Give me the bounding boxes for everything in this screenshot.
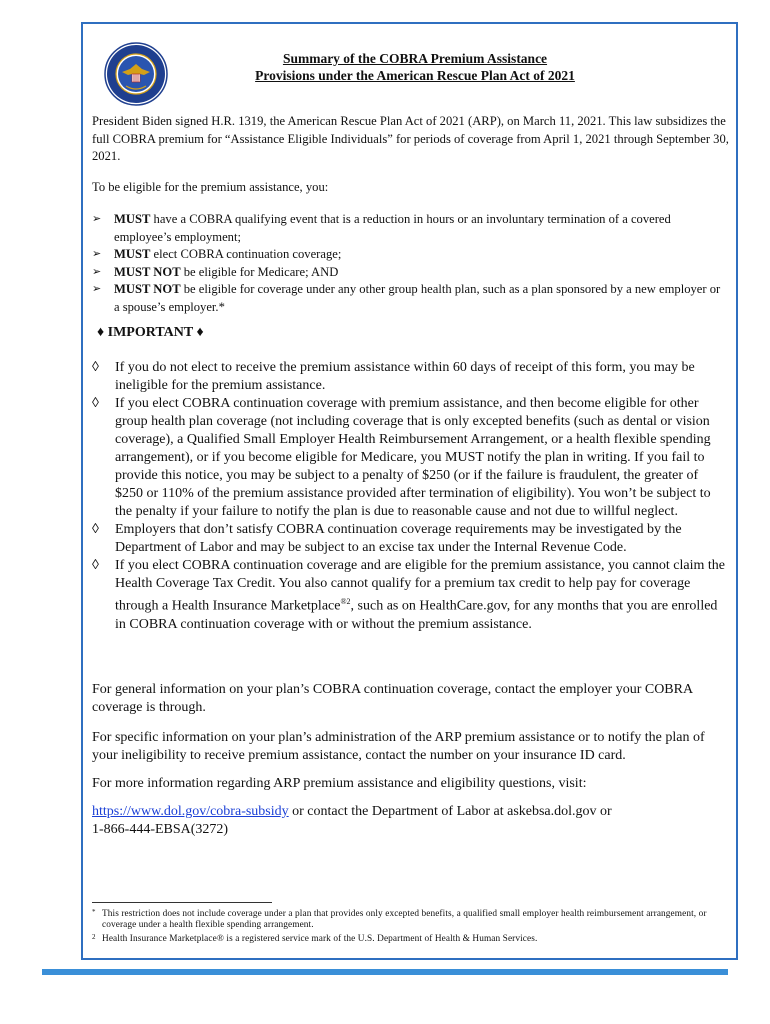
important-list [92, 359, 728, 634]
arrow-bullet-icon: ➢ [92, 248, 102, 260]
footnote-mark: * [92, 908, 96, 916]
emphasis: MUST [114, 247, 151, 261]
lozenge-bullet-icon: ◊ [92, 522, 99, 537]
item-text: be eligible for coverage under any other group health plan, such as a plan sponsored by a new employer or a spouse’s employer.* [114, 282, 721, 314]
list-item [92, 521, 728, 557]
footnotes [92, 909, 722, 945]
contact-text: or contact the Department of Labor at askebsa.dol.gov or [288, 804, 612, 819]
lozenge-bullet-icon: ◊ [92, 558, 99, 573]
list-item [92, 211, 724, 246]
item-text: If you elect COBRA continuation coverage with premium assistance, and then become eligible for other group health plan coverage (not including coverage that is only excepted benefits (such as dental or vision coverage), a Qualified Small Employer Health Reimbursement Arrangement, or a health flexible spending arrangement), or if you become eligible for Medicare, you MUST notify the plan in writing. If you fail to provide this notice, you may be subject to a penalty of $250 (or if the failure is fraudulent, the greater of [115, 396, 711, 483]
arrow-bullet-icon: ➢ [92, 213, 102, 225]
lozenge-bullet-icon: ◊ [92, 360, 99, 375]
item-text: have a COBRA qualifying event that is a reduction in hours or an involuntary termination of a covered employee’s employment; [114, 212, 671, 244]
eligibility-list [92, 211, 724, 316]
list-item [92, 246, 724, 264]
bottom-rule [42, 969, 728, 975]
contact-paragraph [92, 803, 732, 839]
title-line-2: Provisions under the American Rescue Plan Act of 2021 [255, 68, 575, 83]
specific-info-paragraph: For specific information on your plan’s administration of the ARP premium assistance or to notify the plan of your ineligibility to receive premium assistance, contact the number on your insurance ID card. [92, 730, 705, 763]
list-item [92, 395, 728, 521]
list-item [92, 359, 728, 395]
emphasis: MUST NOT [114, 282, 181, 296]
item-text-continued: $250 or 110% of the premium assistance provided after termination of eligibility). You won’t be subject to the penalty if your failure to notify the plan is due to reasonable cause and not due to willful neglect. [115, 486, 711, 519]
list-item [92, 557, 728, 634]
phone-number: 1-866-444-EBSA(3272) [92, 822, 229, 837]
footnote-divider [92, 902, 272, 903]
arrow-bullet-icon: ➢ [92, 265, 102, 278]
important-heading: ♦ IMPORTANT ♦ [97, 325, 204, 340]
item-text-continued: , such as on HealthCare.gov, for any months that you are enrolled in COBRA continuation coverage with or without the premium assistance. [115, 598, 718, 632]
item-text: Employers that don’t satisfy COBRA continuation coverage requirements may be investigated by the Department of Labor and may be subject to an excise tax under the Internal Revenue Code. [115, 522, 682, 555]
dol-seal-logo [104, 42, 168, 106]
footnote-text: Health Insurance Marketplace® is a registered service mark of the U.S. Department of Health & Human Services. [102, 934, 538, 944]
more-info-paragraph: For more information regarding ARP premium assistance and eligibility questions, visit: [92, 776, 587, 791]
superscript: ®2 [340, 597, 351, 606]
footnote [92, 909, 722, 931]
emphasis: MUST [114, 212, 151, 226]
emphasis: MUST NOT [114, 264, 181, 279]
item-text: If you do not elect to receive the premium assistance within 60 days of receipt of this form, you may be ineligible for the premium assistance. [115, 360, 695, 393]
intro-paragraph: President Biden signed H.R. 1319, the American Rescue Plan Act of 2021 (ARP), on March 11, 2021. This law subsidizes the full COBRA premium for “Assistance Eligible Individuals” for periods of coverage from April 1, 2021 through September 30, 2021. [92, 114, 729, 163]
item-text: be eligible for Medicare; AND [180, 264, 339, 279]
footnote-text: This restriction does not include coverage under a plan that provides only excepted benefits, a qualified small employer health reimbursement arrangement, or coverage under a health flexible spending arrangement. [102, 909, 707, 930]
item-text: If you elect COBRA continuation coverage and are eligible for the premium assistance, you cannot claim the Health Coverage Tax Credit. You also cannot qualify for a premium tax credit to help pay for coverage through a Health Insurance Marketplace [115, 558, 725, 614]
item-text: elect COBRA continuation coverage; [150, 247, 342, 261]
arrow-bullet-icon: ➢ [92, 283, 102, 295]
footnote [92, 934, 722, 945]
title-line-1: Summary of the COBRA Premium Assistance [282, 51, 548, 66]
list-item [92, 281, 724, 316]
general-info-paragraph: For general information on your plan’s COBRA continuation coverage, contact the employer your COBRA coverage is through. [92, 682, 693, 715]
eligibility-lead: To be eligible for the premium assistance, you: [92, 180, 329, 194]
lozenge-bullet-icon: ◊ [92, 396, 99, 411]
document-title [200, 50, 630, 84]
list-item [92, 264, 724, 282]
dol-cobra-subsidy-link[interactable]: https://www.dol.gov/cobra-subsidy [92, 804, 289, 819]
footnote-mark: 2 [92, 933, 96, 941]
